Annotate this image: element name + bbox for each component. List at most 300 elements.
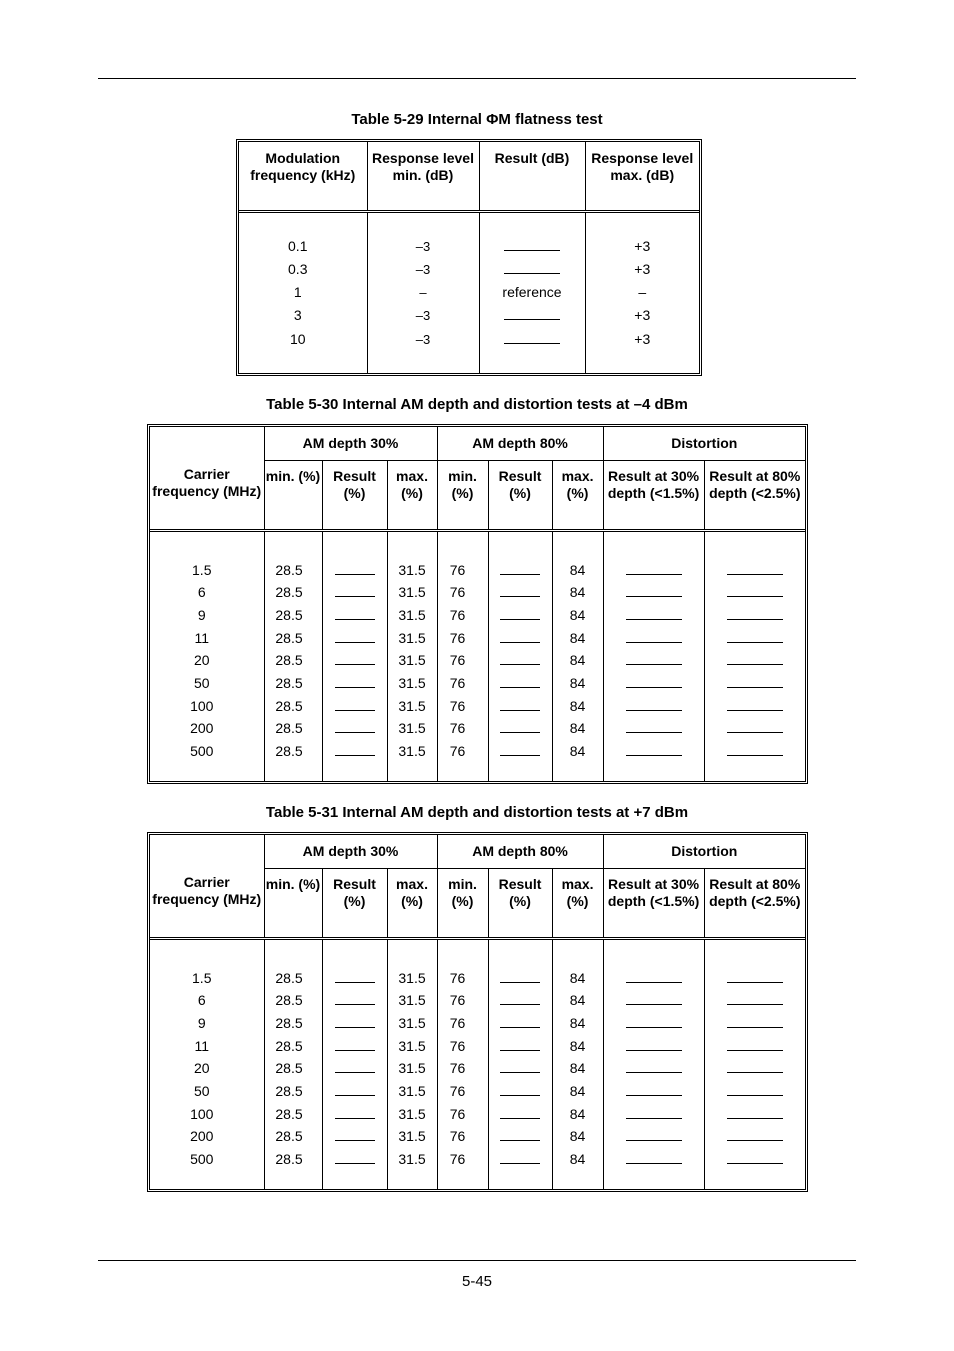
am80-max-value: 84 — [569, 1014, 586, 1031]
am80-min-value: 76 — [449, 1060, 466, 1077]
result-blank — [604, 1103, 704, 1126]
blank-result-line — [504, 260, 560, 274]
blank-result-line — [727, 1127, 783, 1141]
am80-min-value: 76 — [449, 674, 466, 691]
blank-result-line — [626, 1150, 682, 1164]
blank-result-line — [727, 969, 783, 983]
table-5-29-caption: Table 5-29 Internal ΦM flatness test — [351, 111, 603, 128]
am80-result-column — [488, 530, 552, 781]
blank-result-line — [500, 991, 540, 1005]
am30-max-value: 31.5 — [398, 992, 426, 1009]
result-blank — [604, 672, 704, 695]
am80-max-value: 84 — [569, 1082, 586, 1099]
am30-min-value: 28.5 — [275, 1014, 303, 1031]
result-blank — [705, 672, 805, 695]
header-response-min: Response level min. (dB) — [367, 142, 479, 211]
am80-min-value: 76 — [449, 1014, 466, 1031]
am80-max-value: 84 — [569, 629, 586, 646]
blank-result-line — [727, 606, 783, 620]
response-max-value: +3 — [634, 237, 651, 254]
am80-min-value: 76 — [449, 1128, 466, 1145]
am30-max-value: 31.5 — [398, 1060, 426, 1077]
distortion-30-column — [603, 530, 704, 781]
am80-max-value: 84 — [569, 1105, 586, 1122]
response-max-value: +3 — [634, 330, 651, 347]
am30-max-value: 31.5 — [398, 969, 426, 986]
header-am80-result: Result (%) — [488, 868, 552, 938]
blank-result-line — [727, 583, 783, 597]
result-blank — [705, 581, 805, 604]
blank-result-line — [727, 1014, 783, 1028]
am30-max-value: 31.5 — [398, 1151, 426, 1167]
result-blank — [604, 1080, 704, 1103]
am80-min-value: 76 — [449, 720, 466, 737]
blank-result-line — [626, 697, 682, 711]
header-carrier-frequency: Carrier frequency (MHz) — [150, 427, 264, 530]
result-blank — [323, 740, 387, 763]
am30-max-value: 31.5 — [398, 652, 426, 669]
result-blank — [705, 695, 805, 718]
header-am30-min: min. (%) — [264, 460, 322, 530]
modulation-frequency-value: 10 — [289, 330, 306, 347]
blank-result-line — [500, 629, 540, 643]
am80-min-value: 76 — [449, 606, 466, 623]
am30-result-column — [322, 530, 387, 781]
result-blank — [604, 1148, 704, 1171]
result-blank — [705, 1103, 805, 1126]
carrier-frequency-value: 50 — [193, 674, 210, 691]
table-5-30-caption: Table 5-30 Internal AM depth and distortion tests at –4 dBm — [266, 396, 688, 413]
carrier-frequency-value: 6 — [197, 992, 206, 1009]
result-blank — [323, 1103, 387, 1126]
am30-min-value: 28.5 — [275, 1151, 303, 1167]
modulation-frequency-column — [239, 211, 367, 373]
result-blank — [604, 559, 704, 582]
result-blank — [604, 989, 704, 1012]
am30-max-value: 31.5 — [398, 720, 426, 737]
carrier-frequency-value: 100 — [190, 1105, 214, 1122]
blank-result-line — [500, 1127, 540, 1141]
carrier-frequency-value: 11 — [194, 1037, 210, 1054]
carrier-frequency-value: 200 — [190, 720, 214, 737]
result-blank — [604, 1012, 704, 1035]
carrier-frequency-column — [150, 530, 264, 781]
blank-result-line — [335, 969, 375, 983]
result-blank — [705, 717, 805, 740]
am30-max-column — [387, 938, 437, 1189]
am80-min-value: 76 — [449, 1037, 466, 1054]
result-blank — [480, 304, 585, 327]
modulation-frequency-value: 1 — [293, 284, 302, 301]
result-blank — [604, 1057, 704, 1080]
blank-result-line — [626, 561, 682, 575]
am80-min-value: 76 — [449, 1082, 466, 1099]
blank-result-line — [335, 583, 375, 597]
am80-min-value: 76 — [449, 1105, 466, 1122]
blank-result-line — [335, 1105, 375, 1119]
response-max-value: – — [638, 284, 647, 301]
header-response-max: Response level max. (dB) — [585, 142, 699, 211]
am30-min-value: 28.5 — [275, 743, 303, 759]
result-blank — [323, 1035, 387, 1058]
result-blank — [323, 989, 387, 1012]
am30-max-value: 31.5 — [398, 584, 426, 601]
am80-max-value: 84 — [569, 1128, 586, 1145]
am80-max-column — [552, 530, 603, 781]
header-distortion-80: Result at 80% depth (<2.5%) — [704, 868, 805, 938]
am30-min-value: 28.5 — [275, 584, 303, 601]
am30-min-value: 28.5 — [275, 561, 303, 578]
result-blank — [705, 1035, 805, 1058]
blank-result-line — [727, 1105, 783, 1119]
blank-result-line — [626, 1082, 682, 1096]
result-blank — [323, 1012, 387, 1035]
blank-result-line — [626, 651, 682, 665]
blank-result-line — [500, 742, 540, 756]
carrier-frequency-value: 50 — [193, 1082, 210, 1099]
am30-min-value: 28.5 — [275, 629, 303, 646]
blank-result-line — [626, 719, 682, 733]
carrier-frequency-value: 11 — [194, 629, 210, 646]
blank-result-line — [626, 991, 682, 1005]
am30-min-value: 28.5 — [275, 1128, 303, 1145]
blank-result-line — [335, 561, 375, 575]
carrier-frequency-value: 6 — [197, 584, 206, 601]
blank-result-line — [626, 1105, 682, 1119]
blank-result-line — [335, 606, 375, 620]
result-blank — [489, 989, 552, 1012]
response-min-value: – — [419, 285, 427, 301]
am30-min-value: 28.5 — [275, 1082, 303, 1099]
header-am30-max: max. (%) — [387, 460, 437, 530]
result-blank — [323, 1057, 387, 1080]
result-blank — [489, 672, 552, 695]
header-am30-result: Result (%) — [322, 868, 387, 938]
am30-max-value: 31.5 — [398, 1105, 426, 1122]
result-blank — [705, 627, 805, 650]
response-min-value: –3 — [415, 308, 431, 324]
blank-result-line — [727, 697, 783, 711]
am30-max-column — [387, 530, 437, 781]
am80-max-value: 84 — [569, 992, 586, 1009]
blank-result-line — [500, 674, 540, 688]
am80-min-column — [437, 530, 488, 781]
blank-result-line — [335, 1082, 375, 1096]
am80-max-value: 84 — [569, 1037, 586, 1054]
result-blank — [489, 581, 552, 604]
carrier-frequency-value: 9 — [197, 606, 206, 623]
blank-result-line — [500, 1150, 540, 1164]
result-blank — [705, 1012, 805, 1035]
header-am80-min: min. (%) — [437, 868, 488, 938]
blank-result-line — [335, 1014, 375, 1028]
header-distortion: Distortion — [603, 835, 805, 868]
am30-result-column — [322, 938, 387, 1189]
header-am-depth-80: AM depth 80% — [437, 427, 603, 460]
blank-result-line — [727, 1082, 783, 1096]
am30-max-value: 31.5 — [398, 629, 426, 646]
header-rule — [98, 78, 856, 79]
footer-rule — [98, 1260, 856, 1261]
result-blank — [604, 627, 704, 650]
table-5-29 — [236, 139, 702, 376]
am30-max-value: 31.5 — [398, 606, 426, 623]
blank-result-line — [626, 1014, 682, 1028]
response-min-value: –3 — [415, 331, 431, 347]
header-am30-result: Result (%) — [322, 460, 387, 530]
result-blank — [705, 649, 805, 672]
result-blank — [480, 235, 585, 258]
header-carrier-frequency: Carrier frequency (MHz) — [150, 835, 264, 938]
header-am30-min: min. (%) — [264, 868, 322, 938]
header-am80-result: Result (%) — [488, 460, 552, 530]
result-blank — [604, 1035, 704, 1058]
result-blank — [705, 1080, 805, 1103]
blank-result-line — [500, 697, 540, 711]
am80-min-value: 76 — [449, 584, 466, 601]
result-blank — [489, 1125, 552, 1148]
blank-result-line — [500, 719, 540, 733]
blank-result-line — [727, 719, 783, 733]
am80-max-value: 84 — [569, 743, 586, 759]
am80-min-column — [437, 938, 488, 1189]
blank-result-line — [504, 237, 560, 251]
header-am80-max: max. (%) — [552, 460, 603, 530]
result-blank — [604, 604, 704, 627]
result-blank — [604, 695, 704, 718]
result-blank — [323, 627, 387, 650]
am80-max-column — [552, 938, 603, 1189]
blank-result-line — [335, 991, 375, 1005]
result-blank — [323, 604, 387, 627]
blank-result-line — [727, 1059, 783, 1073]
am30-min-value: 28.5 — [275, 1105, 303, 1122]
result-blank — [323, 1125, 387, 1148]
blank-result-line — [500, 1059, 540, 1073]
distortion-80-column — [704, 530, 805, 781]
carrier-frequency-value: 100 — [190, 697, 214, 714]
carrier-frequency-value: 200 — [190, 1128, 214, 1145]
am30-min-value: 28.5 — [275, 720, 303, 737]
am80-max-value: 84 — [569, 606, 586, 623]
header-distortion: Distortion — [603, 427, 805, 460]
header-distortion-30: Result at 30% depth (<1.5%) — [603, 868, 704, 938]
result-blank — [480, 258, 585, 281]
am30-min-value: 28.5 — [275, 606, 303, 623]
am30-max-value: 31.5 — [398, 674, 426, 691]
am80-max-value: 84 — [569, 674, 586, 691]
result-blank — [323, 649, 387, 672]
header-am-depth-30: AM depth 30% — [264, 427, 437, 460]
blank-result-line — [335, 742, 375, 756]
am30-max-value: 31.5 — [398, 1014, 426, 1031]
modulation-frequency-value: 0.3 — [288, 260, 308, 277]
result-blank — [705, 989, 805, 1012]
blank-result-line — [500, 606, 540, 620]
result-blank — [489, 967, 552, 990]
blank-result-line — [500, 969, 540, 983]
blank-result-line — [626, 742, 682, 756]
result-blank — [705, 1125, 805, 1148]
carrier-frequency-value: 20 — [193, 652, 210, 669]
result-blank — [489, 1103, 552, 1126]
blank-result-line — [626, 583, 682, 597]
blank-result-line — [500, 583, 540, 597]
blank-result-line — [504, 306, 560, 320]
blank-result-line — [500, 1105, 540, 1119]
header-am-depth-80: AM depth 80% — [437, 835, 603, 868]
result-blank — [480, 328, 585, 351]
am80-max-value: 84 — [569, 969, 586, 986]
am30-max-value: 31.5 — [398, 1082, 426, 1099]
result-blank — [705, 967, 805, 990]
am80-min-value: 76 — [449, 1151, 466, 1167]
response-min-value: –3 — [415, 238, 431, 254]
result-blank — [489, 559, 552, 582]
blank-result-line — [626, 1059, 682, 1073]
carrier-frequency-value: 20 — [193, 1060, 210, 1077]
header-distortion-80: Result at 80% depth (<2.5%) — [704, 460, 805, 530]
result-blank — [604, 1125, 704, 1148]
am80-max-value: 84 — [569, 697, 586, 714]
result-blank — [323, 1148, 387, 1171]
am30-max-value: 31.5 — [398, 697, 426, 714]
result-blank — [489, 740, 552, 763]
am80-max-value: 84 — [569, 720, 586, 737]
blank-result-line — [500, 561, 540, 575]
result-blank — [705, 604, 805, 627]
header-distortion-30: Result at 30% depth (<1.5%) — [603, 460, 704, 530]
result-blank — [604, 649, 704, 672]
am30-min-value: 28.5 — [275, 697, 303, 714]
distortion-80-column — [704, 938, 805, 1189]
am30-max-value: 31.5 — [398, 1128, 426, 1145]
am80-min-value: 76 — [449, 969, 466, 986]
header-am80-min: min. (%) — [437, 460, 488, 530]
am30-min-value: 28.5 — [275, 992, 303, 1009]
blank-result-line — [626, 629, 682, 643]
am30-min-value: 28.5 — [275, 652, 303, 669]
am80-result-column — [488, 938, 552, 1189]
carrier-frequency-value: 9 — [197, 1014, 206, 1031]
result-blank — [489, 604, 552, 627]
blank-result-line — [626, 1127, 682, 1141]
result-blank — [705, 1148, 805, 1171]
am80-max-value: 84 — [569, 652, 586, 669]
result-blank — [323, 717, 387, 740]
blank-result-line — [504, 330, 560, 344]
result-blank — [323, 695, 387, 718]
carrier-frequency-value: 1.5 — [192, 969, 212, 986]
result-blank — [604, 717, 704, 740]
am30-min-column — [264, 530, 322, 781]
response-max-column — [585, 211, 699, 373]
am80-max-value: 84 — [569, 1060, 586, 1077]
blank-result-line — [500, 651, 540, 665]
am80-min-value: 76 — [449, 992, 466, 1009]
blank-result-line — [335, 719, 375, 733]
result-blank — [705, 1057, 805, 1080]
header-am80-max: max. (%) — [552, 868, 603, 938]
result-blank — [489, 1012, 552, 1035]
result-blank — [489, 1080, 552, 1103]
modulation-frequency-value: 3 — [293, 307, 302, 324]
am30-min-value: 28.5 — [275, 1037, 303, 1054]
table-5-30 — [147, 424, 808, 784]
blank-result-line — [335, 629, 375, 643]
result-blank — [323, 672, 387, 695]
blank-result-line — [727, 991, 783, 1005]
result-blank — [323, 559, 387, 582]
result-blank — [489, 649, 552, 672]
blank-result-line — [727, 651, 783, 665]
blank-result-line — [335, 1037, 375, 1051]
result-blank — [604, 581, 704, 604]
result-blank — [705, 740, 805, 763]
response-min-value: –3 — [415, 261, 431, 277]
am80-min-value: 76 — [449, 652, 466, 669]
result-blank — [489, 1057, 552, 1080]
header-result: Result (dB) — [479, 142, 585, 211]
blank-result-line — [335, 697, 375, 711]
table-5-31-caption: Table 5-31 Internal AM depth and distortion tests at +7 dBm — [265, 804, 689, 821]
carrier-frequency-column — [150, 938, 264, 1189]
blank-result-line — [335, 1127, 375, 1141]
carrier-frequency-value: 500 — [190, 1151, 214, 1167]
blank-result-line — [335, 1059, 375, 1073]
header-am30-max: max. (%) — [387, 868, 437, 938]
am80-max-value: 84 — [569, 1151, 586, 1167]
blank-result-line — [727, 561, 783, 575]
carrier-frequency-value: 1.5 — [192, 561, 212, 578]
am30-max-value: 31.5 — [398, 561, 426, 578]
blank-result-line — [727, 742, 783, 756]
response-min-column — [367, 211, 479, 373]
result-blank — [705, 559, 805, 582]
result-blank — [489, 695, 552, 718]
am80-min-value: 76 — [449, 743, 466, 759]
result-blank — [489, 627, 552, 650]
response-max-value: +3 — [634, 307, 651, 324]
result-value: reference — [502, 284, 562, 301]
blank-result-line — [626, 606, 682, 620]
modulation-frequency-value: 0.1 — [288, 237, 308, 254]
result-column — [479, 211, 585, 373]
am80-min-value: 76 — [449, 561, 466, 578]
am80-min-value: 76 — [449, 697, 466, 714]
table-5-31 — [147, 832, 808, 1192]
blank-result-line — [727, 1150, 783, 1164]
result-blank — [489, 717, 552, 740]
blank-result-line — [626, 969, 682, 983]
am30-min-value: 28.5 — [275, 969, 303, 986]
result-blank — [489, 1148, 552, 1171]
am80-max-value: 84 — [569, 584, 586, 601]
blank-result-line — [335, 1150, 375, 1164]
blank-result-line — [335, 651, 375, 665]
am80-min-value: 76 — [449, 629, 466, 646]
carrier-frequency-value: 500 — [190, 743, 214, 759]
response-max-value: +3 — [634, 260, 651, 277]
am80-max-value: 84 — [569, 561, 586, 578]
result-blank — [489, 1035, 552, 1058]
blank-result-line — [500, 1037, 540, 1051]
blank-result-line — [500, 1082, 540, 1096]
blank-result-line — [626, 1037, 682, 1051]
result-blank — [604, 740, 704, 763]
blank-result-line — [500, 1014, 540, 1028]
header-am-depth-30: AM depth 30% — [264, 835, 437, 868]
